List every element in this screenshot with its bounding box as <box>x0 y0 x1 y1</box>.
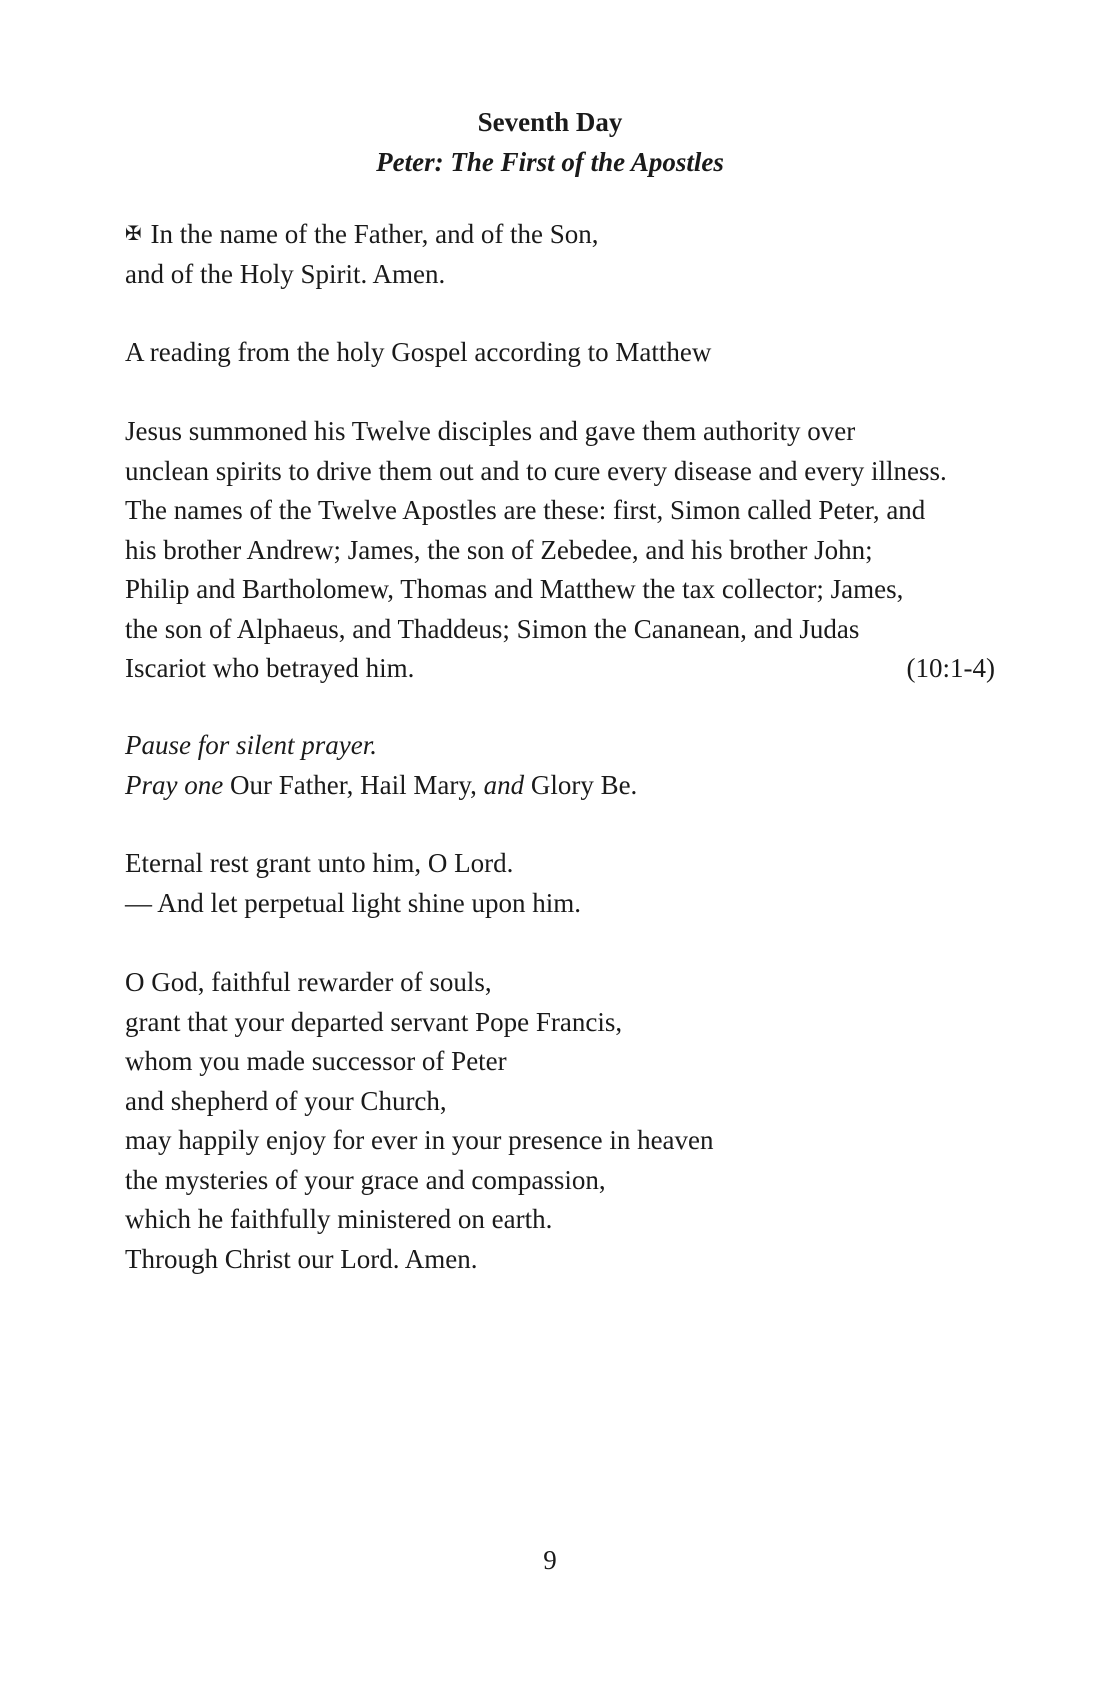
rubric-block <box>125 726 995 805</box>
gospel-line: Philip and Bartholomew, Thomas and Matthew the tax collector; James, <box>125 574 904 604</box>
gospel-line: the son of Alphaeus, and Thaddeus; Simon the Cananean, and Judas <box>125 613 860 644</box>
gospel-passage <box>125 412 995 689</box>
gospel-last-line <box>125 649 995 689</box>
closing-prayer <box>125 963 995 1279</box>
prayer-line: whom you made successor of Peter <box>125 1046 507 1076</box>
page-header <box>0 102 1100 182</box>
sign-of-cross-line-1 <box>125 214 995 255</box>
prayer-line: which he faithfully ministered on earth. <box>125 1204 553 1234</box>
response: — And let perpetual light shine upon him. <box>125 887 581 918</box>
prayer-line: and shepherd of your Church, <box>125 1085 447 1116</box>
eternal-rest-block <box>125 844 995 923</box>
pray-rubric <box>125 766 995 806</box>
day-title: Seventh Day <box>477 107 623 137</box>
prayers-list: Our Father, Hail Mary, <box>229 769 477 800</box>
reading-intro-block <box>125 333 995 373</box>
gospel-line: Jesus summoned his Twelve disciples and gave them authority over <box>125 416 856 446</box>
prayer-line: Through Christ our Lord. Amen. <box>125 1243 478 1274</box>
cross-icon: ✠ <box>125 221 142 245</box>
glory-be-text: Glory Be. <box>530 769 638 800</box>
gospel-line: Iscariot who betrayed him. <box>125 653 415 683</box>
prayer-line: grant that your departed servant Pope Francis, <box>125 1006 623 1037</box>
sign-of-cross-text-1: In the name of the Father, and of the Son, <box>150 219 599 249</box>
prayer-line: the mysteries of your grace and compassion, <box>125 1164 606 1195</box>
reading-intro: A reading from the holy Gospel according to Matthew <box>125 337 712 367</box>
scripture-reference: (10:1-4) <box>906 653 995 683</box>
pause-text: Pause for silent prayer. <box>125 730 377 760</box>
gospel-line: The names of the Twelve Apostles are these: first, Simon called Peter, and <box>125 495 926 525</box>
pray-one-text: Pray one <box>125 769 224 800</box>
and-text: and <box>483 769 525 800</box>
sign-of-cross-block <box>125 214 995 294</box>
prayer-line: O God, faithful rewarder of souls, <box>125 967 492 997</box>
prayer-line: may happily enjoy for ever in your presence in heaven <box>125 1125 714 1155</box>
gospel-line: his brother Andrew; James, the son of Zebedee, and his brother John; <box>125 534 873 565</box>
page-number: 9 <box>543 1545 557 1575</box>
day-subtitle: Peter: The First of the Apostles <box>376 147 724 177</box>
versicle: Eternal rest grant unto him, O Lord. <box>125 848 514 878</box>
sign-of-cross-line-2: and of the Holy Spirit. Amen. <box>125 258 446 289</box>
gospel-line: unclean spirits to drive them out and to cure every disease and every illness. <box>125 455 947 486</box>
pause-rubric <box>125 726 995 766</box>
